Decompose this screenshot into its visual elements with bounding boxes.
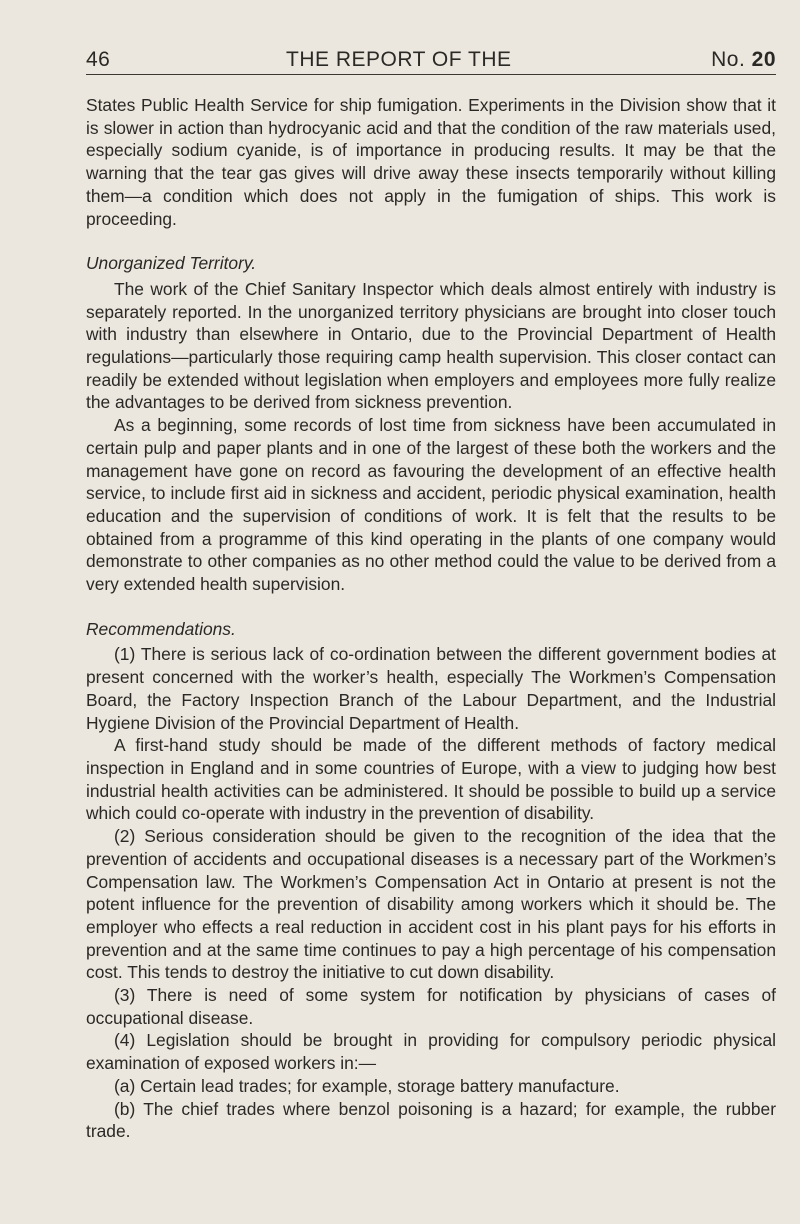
recommendation-1: (1) There is serious lack of co-ordination between the different government bodies at present concerned with the worker’s health, especially The Workmen’s Compensation Board, the Factory Inspection Branch of the Labour Department, and the Industrial Hygiene Division of the Provincial Department of Health. — [86, 644, 776, 733]
recommendation-1-continued: A first-hand study should be made of the different methods of factory medical inspection in England and in some countries of Europe, with a view to judging how best industrial health activities can be administered. It should be possible to build up a service which could co-operate with industry in the prevention of disability. — [86, 735, 776, 824]
body-text — [86, 94, 776, 1143]
section-heading-recommendations: Recommendations. — [86, 618, 236, 639]
paragraph: The work of the Chief Sanitary Inspector which deals almost entirely with industry is separately reported. In the unorganized territory physicians are brought into closer touch with industry than elsewhere in Ontario, due to the Provincial Department of Health regulations—particularly those requiring camp health supervision. This closer contact can readily be extended without legislation when employers and employees more fully realize the advantages to be derived from sickness prevention. — [86, 278, 776, 413]
report-number-label: No. — [711, 48, 746, 71]
running-header — [86, 48, 776, 75]
recommendation-4a: (a) Certain lead trades; for example, storage battery manufacture. — [114, 1075, 620, 1096]
recommendation-3: (3) There is need of some system for notification by physicians of cases of occupational disease. — [86, 985, 776, 1028]
recommendation-2: (2) Serious consideration should be given to the recognition of the idea that the prevention of accidents and occupational diseases is a necessary part of the Workmen’s Compensation law. The Workmen’s Compensation Act in Ontario at present is not the potent influence for the prevention of disability among workers which it should be. The employer who effects a real reduction in accident cost in his plant pays for his efforts in prevention and at the same time continues to pay a high percentage of his compensation cost. This tends to destroy the initiative to cut down disability. — [86, 826, 776, 983]
running-title: THE REPORT OF THE — [286, 48, 512, 71]
recommendation-4: (4) Legislation should be brought in providing for compulsory periodic physical examination of exposed workers in:— — [86, 1030, 776, 1074]
report-number-value: 20 — [751, 48, 776, 71]
page-number: 46 — [86, 48, 111, 71]
report-number — [711, 48, 776, 72]
recommendation-4b: (b) The chief trades where benzol poisoning is a hazard; for example, the rubber trade. — [86, 1098, 776, 1142]
paragraph: As a beginning, some records of lost time from sickness have been accumulated in certain pulp and paper plants and in one of the largest of these both the workers and the management have gone on record as favouring the development of an effective health service, to include first aid in sickness and accident, periodic physical examination, health education and the supervision of conditions of work. It is felt that the results to be obtained from a programme of this kind operating in the plants of one company would demonstrate to other companies as no other method could the value to be derived from a very extended health supervision. — [86, 415, 776, 595]
section-heading-unorganized-territory: Unorganized Territory. — [86, 253, 257, 274]
intro-paragraph: States Public Health Service for ship fumigation. Experiments in the Division show that it is slower in action than hydrocyanic acid and that the condition of the raw materials used, especially sodium cyanide, is of importance in producing results. It may be that the warning that the tear gas gives will drive away these insects temporarily without killing them—a condition which does not apply in the fumigation of ships. This work is proceeding. — [86, 95, 776, 229]
